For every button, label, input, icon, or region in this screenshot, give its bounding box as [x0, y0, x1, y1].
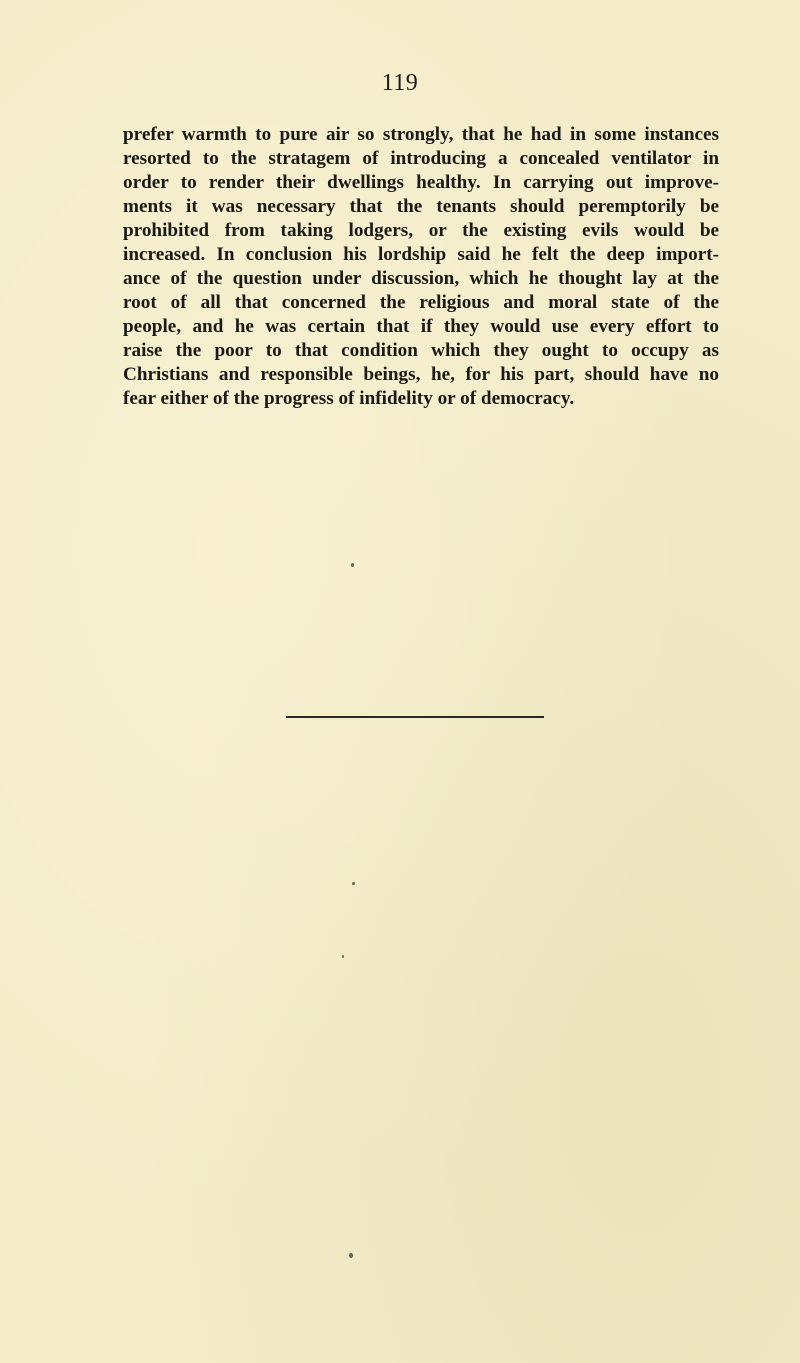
paragraph-line: raise the poor to that condition which they ought to occupy as — [123, 340, 719, 361]
paragraph-line: increased. In conclusion his lordship said he felt the deep import- — [123, 244, 719, 265]
paragraph-line: ments it was necessary that the tenants should peremptorily be — [123, 196, 719, 217]
section-divider — [286, 716, 544, 718]
paragraph-line: fear either of the progress of infidelity or of democracy. — [123, 388, 575, 409]
paragraph-line: root of all that concerned the religious and moral state of the — [123, 292, 719, 313]
paper-speck — [352, 882, 355, 885]
paragraph-line: people, and he was certain that if they would use every effort to — [123, 316, 719, 337]
paragraph-line: order to render their dwellings healthy. In carrying out improve- — [123, 172, 719, 193]
paragraph-line: prefer warmth to pure air so strongly, that he had in some instances — [123, 124, 719, 145]
paragraph-line: ance of the question under discussion, which he thought lay at the — [123, 268, 719, 289]
paragraph-line: resorted to the stratagem of introducing a concealed ventilator in — [123, 148, 719, 169]
paragraph-line: prohibited from taking lodgers, or the existing evils would be — [123, 220, 719, 241]
body-paragraph — [123, 123, 719, 411]
paper-speck — [342, 955, 344, 958]
paragraph-line: Christians and responsible beings, he, for his part, should have no — [123, 364, 719, 385]
paper-speck — [349, 1253, 353, 1258]
page-number: 119 — [381, 70, 419, 96]
paper-speck — [351, 563, 354, 567]
